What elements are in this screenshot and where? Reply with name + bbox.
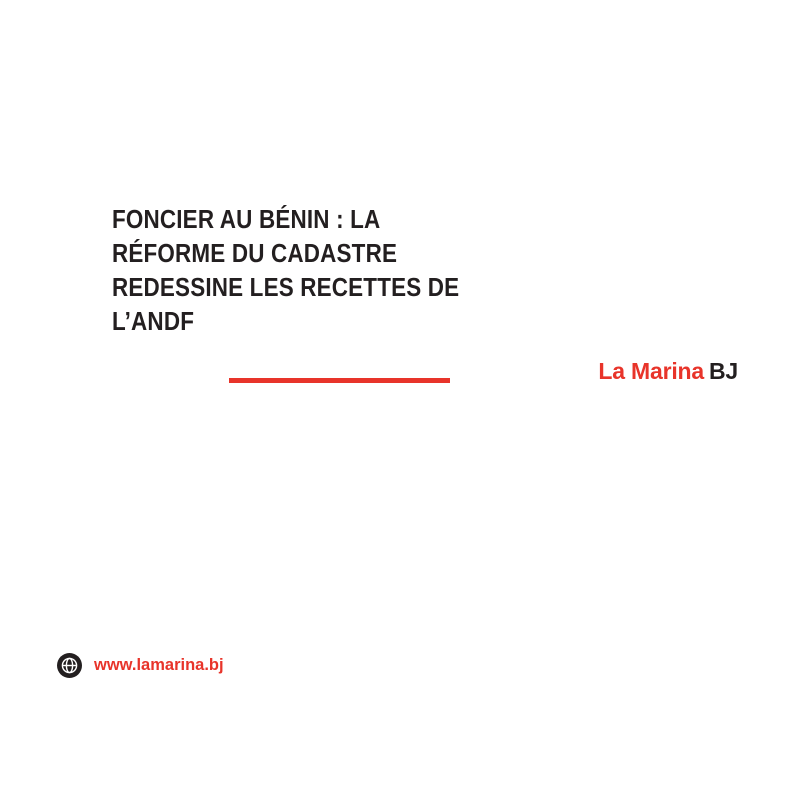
- brand-name-secondary: BJ: [708, 358, 738, 384]
- globe-icon: [57, 653, 82, 678]
- website-url[interactable]: www.lamarina.bj: [94, 656, 224, 674]
- website-footer: [57, 653, 224, 678]
- brand-name-primary: La Marina: [598, 358, 704, 384]
- page-title: FONCIER AU BÉNIN : LA RÉFORME DU CADASTRE REDESSINE LES RECETTES DE L’ANDF: [112, 206, 460, 336]
- brand-logo: [598, 358, 738, 385]
- red-accent-divider: [229, 378, 450, 383]
